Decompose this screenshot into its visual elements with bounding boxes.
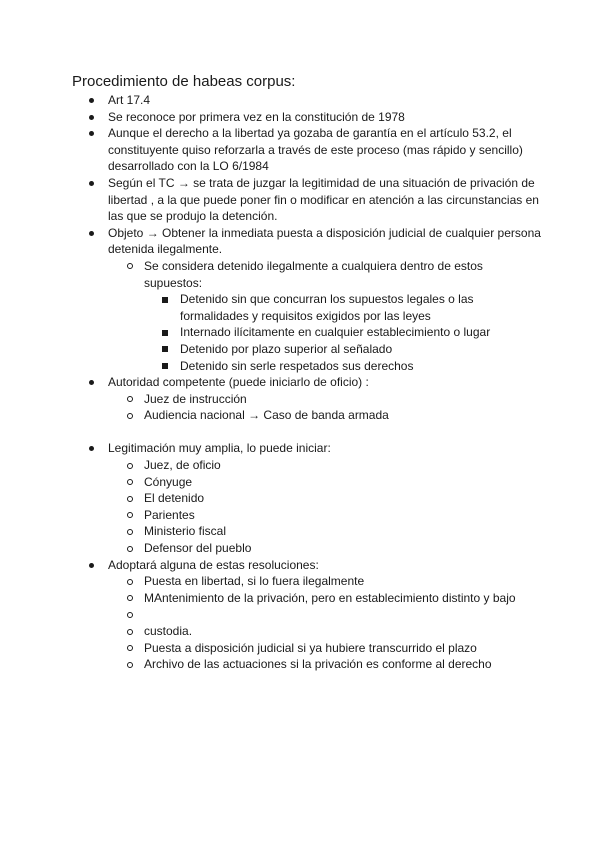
sub-list-item: Audiencia nacional → Caso de banda armada (108, 407, 542, 424)
list-item-text: Objeto → Obtener la inmediata puesta a disposición judicial de cualquier persona detenida ilegalmente. (108, 225, 541, 257)
sub-list-item-empty (108, 606, 542, 623)
nested-list-item: Detenido sin serle respetados sus derechos (144, 358, 542, 375)
sub-list-item: Puesta en libertad, si lo fuera ilegalmente (108, 573, 542, 590)
sub-list (108, 391, 542, 424)
nested-list-item: Detenido sin que concurran los supuestos legales o las formalidades y requisitos exigidos por las leyes (144, 291, 542, 324)
list-item (72, 440, 542, 556)
sub-list-item: Defensor del pueblo (108, 540, 542, 557)
sub-list-item: Ministerio fiscal (108, 523, 542, 540)
sub-list-item: Juez, de oficio (108, 457, 542, 474)
nested-list (144, 291, 542, 374)
page-title: Procedimiento de habeas corpus: (72, 73, 296, 90)
sub-list (108, 573, 542, 673)
nested-list-item: Detenido por plazo superior al señalado (144, 341, 542, 358)
sub-list-item: MAntenimiento de la privación, pero en establecimiento distinto y bajo (108, 590, 542, 607)
sub-list-item-text: Se considera detenido ilegalmente a cualquiera dentro de estos supuestos: (144, 258, 483, 290)
sub-list (108, 258, 542, 374)
list-item (72, 225, 542, 374)
list-item (72, 557, 542, 673)
main-bullet-list (72, 92, 542, 673)
sub-list-item: Archivo de las actuaciones si la privación es conforme al derecho (108, 656, 542, 673)
list-item-text: Legitimación muy amplia, lo puede iniciar: (108, 441, 331, 456)
list-item-text: Adoptará alguna de estas resoluciones: (108, 557, 319, 572)
list-item-text: Autoridad competente (puede iniciarlo de oficio) : (108, 375, 369, 390)
list-item: Art 17.4 (72, 92, 542, 109)
list-item: Aunque el derecho a la libertad ya gozaba de garantía en el artículo 53.2, el constituyente quiso reforzarla a través de este proceso (mas rápido y sencillo) desarrollado con la LO 6/1984 (72, 125, 542, 175)
list-item (72, 374, 542, 424)
sub-list-item: El detenido (108, 490, 542, 507)
sub-list-item (108, 258, 542, 374)
sub-list-item: Cónyuge (108, 474, 542, 491)
sub-list-item: Juez de instrucción (108, 391, 542, 408)
list-item: Según el TC → se trata de juzgar la legitimidad de una situación de privación de libertad , a la que puede poner fin o modificar en atención a las circunstancias en las que se produjo la detención. (72, 175, 542, 225)
sub-list-item: Puesta a disposición judicial si ya hubiere transcurrido el plazo (108, 640, 542, 657)
nested-list-item: Internado ilícitamente en cualquier establecimiento o lugar (144, 324, 542, 341)
sub-list-item: custodia. (108, 623, 542, 640)
list-item: Se reconoce por primera vez en la constitución de 1978 (72, 109, 542, 126)
sub-list (108, 457, 542, 557)
sub-list-item: Parientes (108, 507, 542, 524)
